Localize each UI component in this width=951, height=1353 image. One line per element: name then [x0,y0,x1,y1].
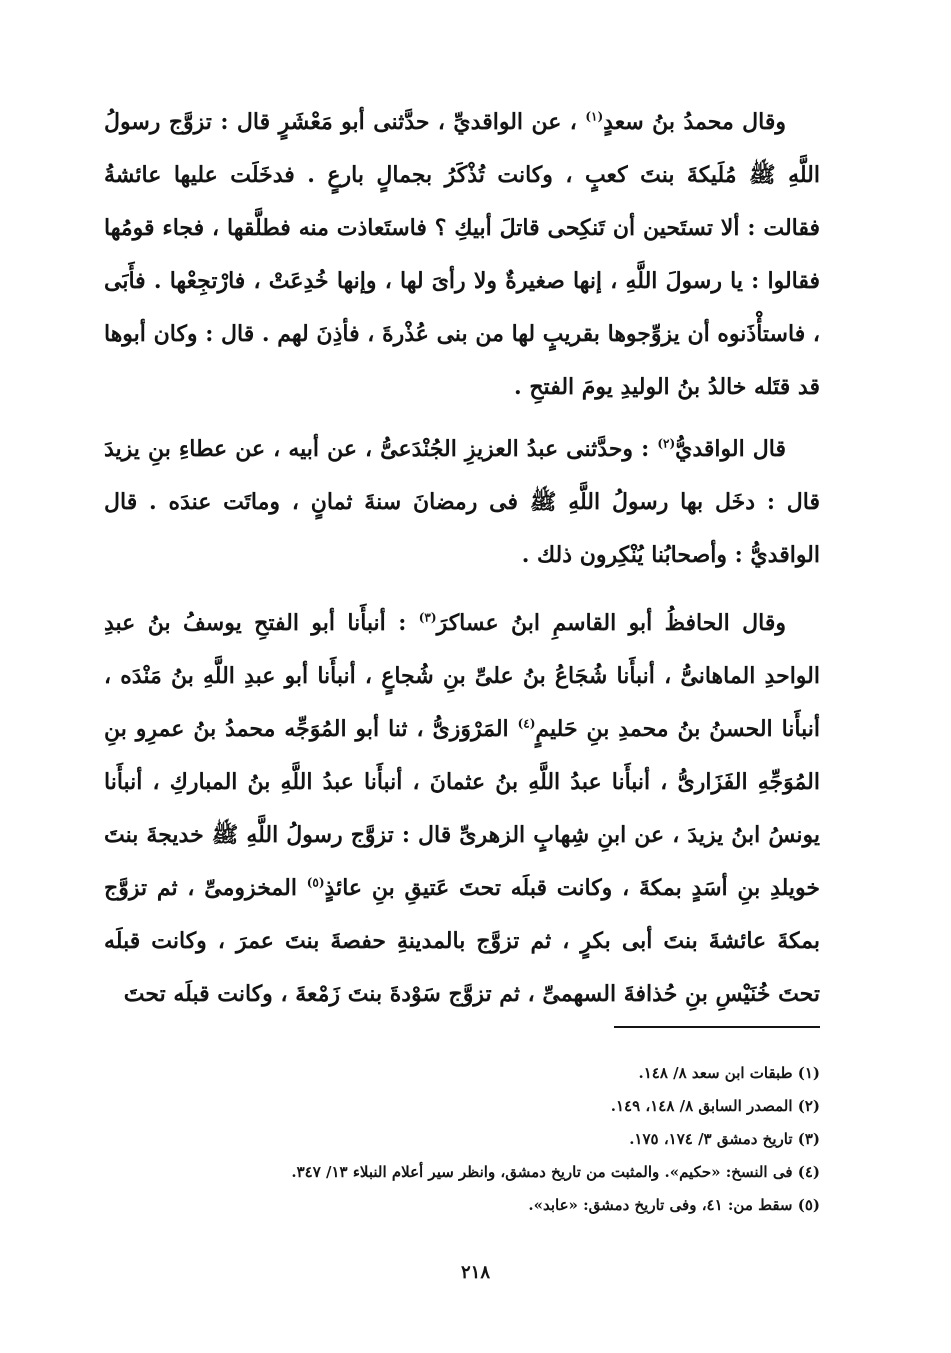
footnotes [104,1057,820,1222]
text-segment: قال الواقديُّ [675,436,786,462]
footnote-ref: (١) [585,109,604,124]
footnote: (٤) فى النسخ: «حكيم». والمثبت من تاريخ دمشق، وانظر سير أعلام النبلاء ١٣/ ٣٤٧. [291,1163,820,1181]
main-text [104,96,820,1021]
footnote-ref: (٣) [418,610,437,625]
footnote-separator [614,1026,820,1028]
footnote-ref: (٤) [517,716,536,731]
text-segment: وقال الحافظُ أبو القاسمِ ابنُ عساكرَ [436,610,786,636]
text-segment: المَرْوَزىُّ ، ثنا أبو المُوَجِّه محمدُ بنُ عمرِو بنِ المُوَجِّهِ الفَزَارىُّ ، أنبأَنا عبدُ اللَّهِ بنُ عثمانَ ، أنبأَنا عبدُ اللَّهِ بنُ المباركِ ، أنبأَنا يونسُ ابنُ يزيدَ ، عن ابنِ شِهابٍ الزهرىِّ قال : تزوَّج رسولُ اللَّهِ ﷺ خديجةَ بنتَ خويلدِ بنِ أسَدٍ بمكةَ ، وكانت قبلَه تحتَ عَتيقِ بنِ عائذٍ [104,716,820,901]
footnote-ref: (٥) [306,875,325,890]
footnote: (٢) المصدر السابق ٨/ ١٤٨، ١٤٩. [610,1097,820,1115]
text-segment: : أنبأَنا أبو الفتحِ يوسفُ بنُ عبدِ الواحدِ الماهانىُّ ، أنبأَنا شُجَاعُ بنُ علىِّ بنِ شُجاعٍ ، أنبأَنا أبو عبدِ اللَّهِ بنُ مَنْدَه ، أنبأَنا الحسنُ بنُ محمدِ بنِ حَليمٍ [104,610,821,742]
text-segment: وقال محمدُ بنُ سعدٍ [603,109,787,135]
paragraph [104,96,820,414]
footnote: (١) طبقات ابن سعد ٨/ ١٤٨. [638,1064,820,1082]
footnote: (٥) سقط من: ٤١، وفى تاريخ دمشق: «عابد». [528,1196,820,1214]
paragraph [104,597,820,1021]
paragraph [104,423,820,582]
footnote: (٣) تاريخ دمشق ٣/ ١٧٤، ١٧٥. [629,1130,820,1148]
text-segment: ، عن الواقديِّ ، حدَّثنى أبو مَعْشَرٍ قال : تزوَّج رسولُ اللَّهِ ﷺ مُلَيكةَ بنتَ كعبٍ ، وكانت تُذْكَرُ بجمالٍ بارعٍ . فدخَلَت عليها عائشةُ فقالت : ألا تستَحين أن تَنكِحى قاتلَ أبيكِ ؟ فاستَعاذت منه فطلَّقها ، فجاء قومُها فقالوا : يا رسولَ اللَّهِ ، إنها صغيرةٌ ولا رأىَ لها ، وإنها خُدِعَتْ ، فارْتجِعْها . فأَبَى ، فاستأْذَنوه أن يزوِّجوها بقريبٍ لها من بنى عُذْرةَ ، فأذِنَ لهم . قال : وكان أبوها قد قتَله خالدُ بنُ الوليدِ يومَ الفتحِ . [104,109,820,400]
page-number: ٢١٨ [460,1262,490,1283]
footnote-ref: (٢) [657,436,676,451]
text-segment: : وحدَّثنى عبدُ العزيزِ الجُنْدَعىُّ ، عن أبيه ، عن عطاءِ بنِ يزيدَ قال : دخَل بها رسولُ اللَّهِ ﷺ فى رمضانَ سنةَ ثمانٍ ، وماتَت عندَه . قال الواقديُّ : وأصحابُنا يُنْكِرون ذلك . [104,436,820,568]
text-segment: المخزومىِّ ، ثم تزوَّج بمكةَ عائشةَ بنتَ أبى بكرٍ ، ثم تزوَّج بالمدينةِ حفصةَ بنتَ عمرَ ، وكانت قبلَه تحتَ خُنَيْسِ بنِ حُذافةَ السهمىِّ ، ثم تزوَّج سَوْدةَ بنتَ زَمْعةَ ، وكانت قبلَه تحتَ [104,875,820,1007]
